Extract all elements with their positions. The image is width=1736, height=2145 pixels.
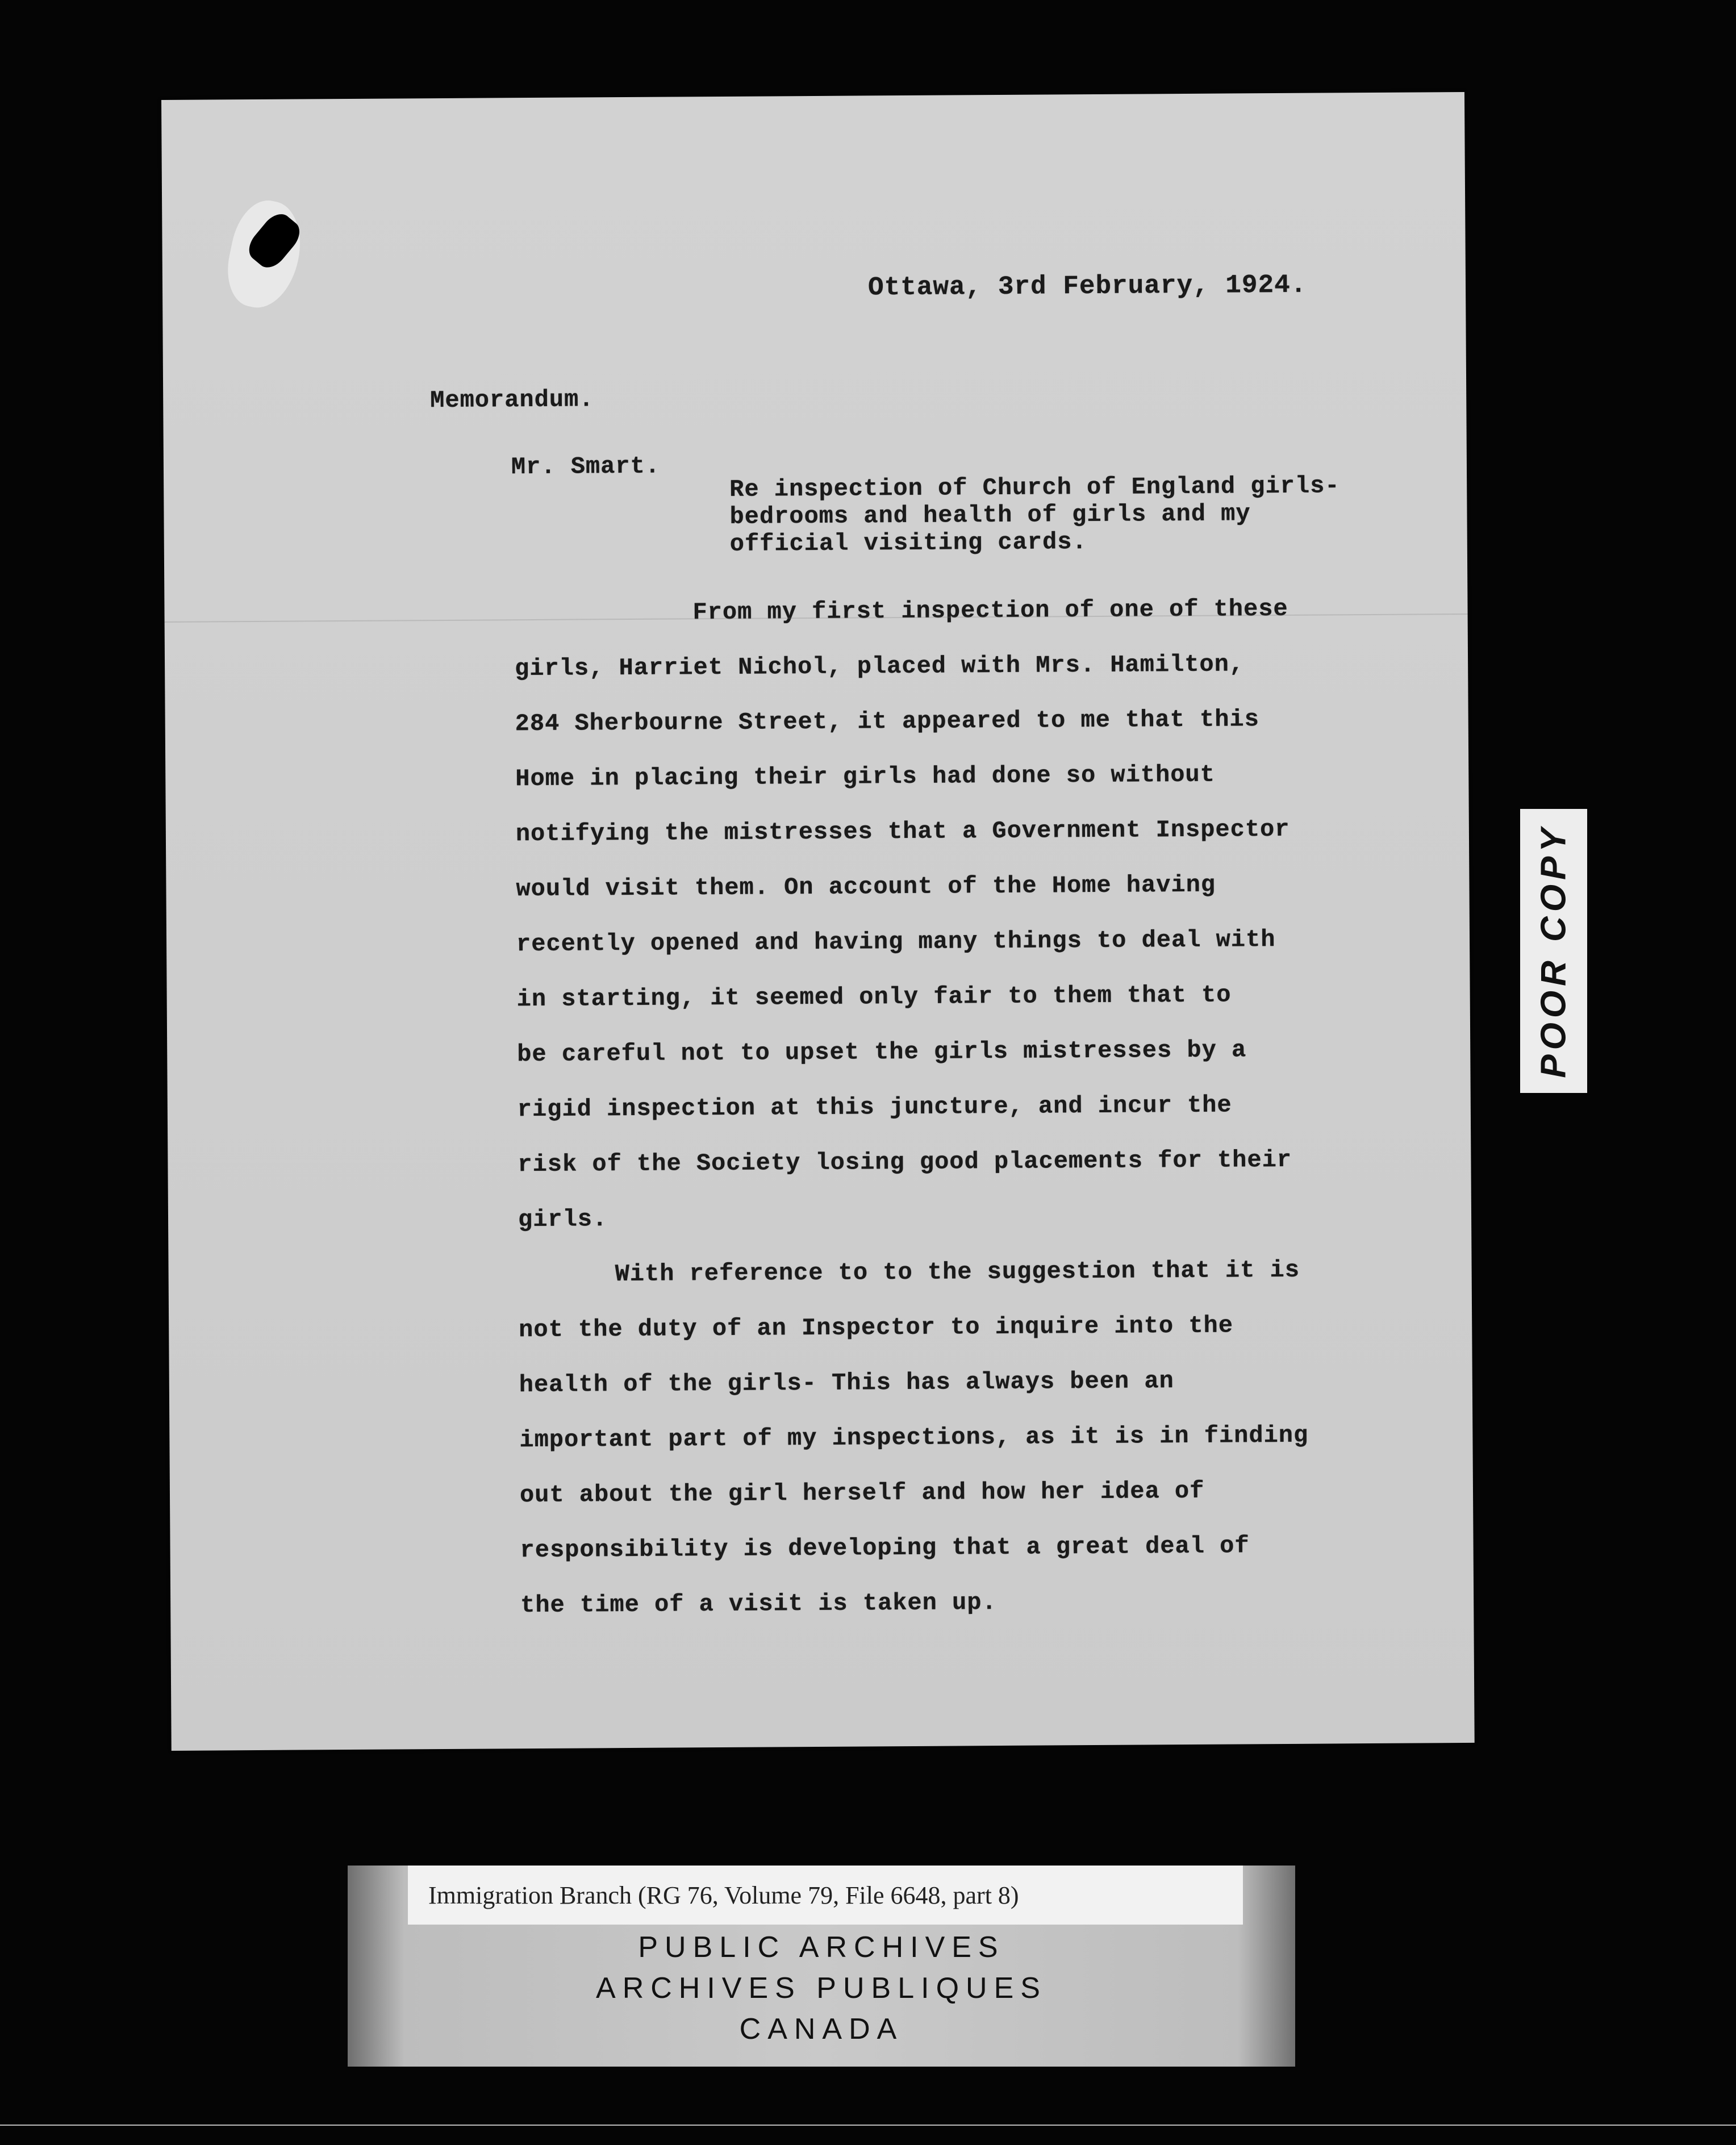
- archive-name-line: PUBLIC ARCHIVES: [638, 1931, 1005, 1964]
- body-line: rigid inspection at this juncture, and incur the: [517, 1091, 1232, 1124]
- body-line: in starting, it seemed only fair to them that to: [516, 981, 1232, 1013]
- subject-line: Re inspection of Church of England girls-: [729, 472, 1340, 503]
- body-line: 284 Sherbourne Street, it appeared to me that this: [515, 706, 1260, 738]
- body-line: important part of my inspections, as it is in finding: [519, 1421, 1309, 1454]
- memo-body: [514, 582, 1309, 1633]
- body-line: girls.: [518, 1205, 608, 1234]
- archive-citation: Immigration Branch (RG 76, Volume 79, File 6648, part 8): [408, 1866, 1243, 1925]
- subject-line: official visiting cards.: [729, 528, 1087, 558]
- archive-name-line: ARCHIVES PUBLIQUES: [596, 1972, 1047, 2005]
- subject-line: bedrooms and health of girls and my: [729, 500, 1251, 531]
- body-line: health of the girls- This has always been an: [519, 1367, 1174, 1399]
- body-line: out about the girl herself and how her idea of: [519, 1477, 1205, 1509]
- body-line: notifying the mistresses that a Government Inspector: [515, 815, 1290, 848]
- body-line: recently opened and having many things to deal with: [516, 926, 1276, 958]
- archive-names: [348, 1927, 1295, 2050]
- body-line: not the duty of an Inspector to inquire into the: [519, 1312, 1234, 1344]
- archive-label: [348, 1866, 1295, 2067]
- body-line: Home in placing their girls had done so without: [515, 761, 1216, 793]
- poor-copy-text: POOR COPY: [1534, 824, 1574, 1078]
- body-line: responsibility is developing that a great deal of: [520, 1532, 1250, 1564]
- frame-edge-line: [0, 2125, 1736, 2126]
- punch-hole: [220, 195, 309, 314]
- body-line: would visit them. On account of the Home having: [516, 871, 1216, 903]
- body-line: be careful not to upset the girls mistresses by a: [517, 1036, 1247, 1069]
- memo-page: [161, 92, 1475, 1751]
- memo-subject: [729, 472, 1340, 558]
- memo-heading: Memorandum.: [430, 386, 594, 415]
- poor-copy-stamp: [1520, 809, 1587, 1093]
- body-line: risk of the Society losing good placements for their: [518, 1146, 1292, 1179]
- body-line: girls, Harriet Nichol, placed with Mrs. Hamilton,: [514, 650, 1245, 683]
- body-line: From my first inspection of one of these: [692, 595, 1288, 627]
- body-line: With reference to to the suggestion that it is: [615, 1256, 1300, 1288]
- memo-addressee: Mr. Smart.: [511, 452, 661, 481]
- body-line: the time of a visit is taken up.: [520, 1589, 997, 1620]
- memo-date: Ottawa, 3rd February, 1924.: [867, 270, 1307, 303]
- archive-name-line: CANADA: [739, 2013, 904, 2046]
